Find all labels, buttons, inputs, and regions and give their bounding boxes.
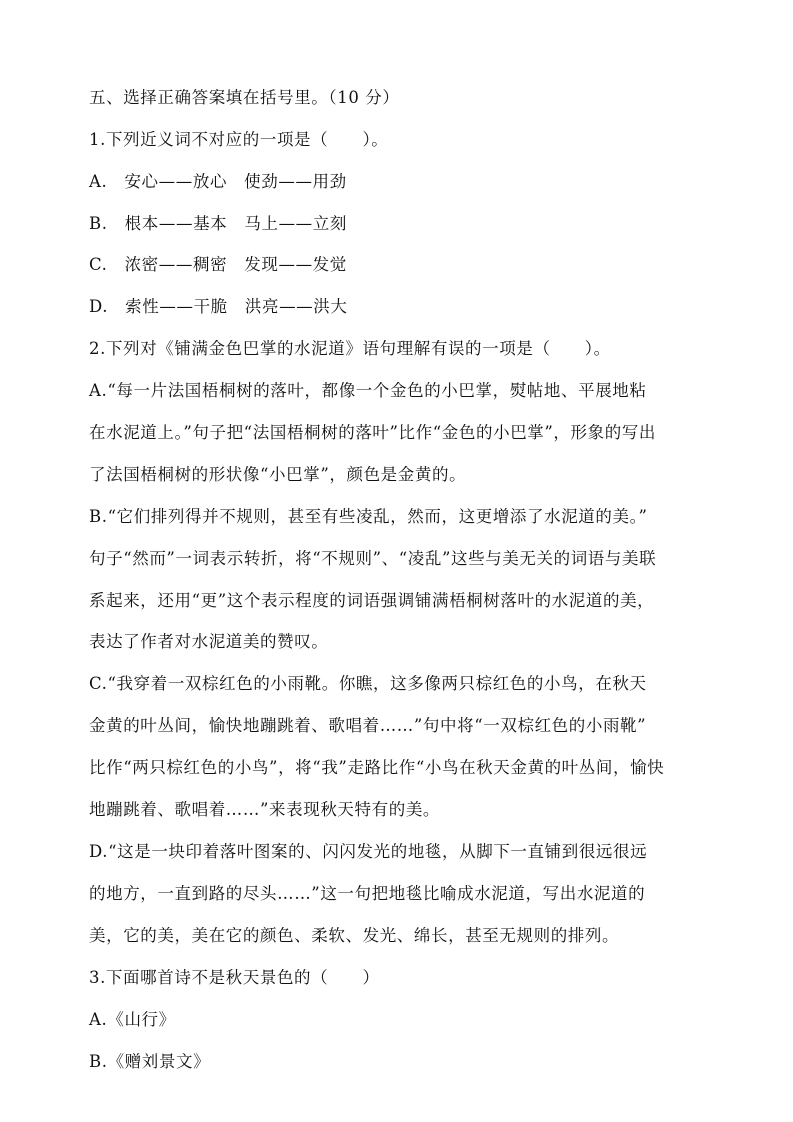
- question-1-option-a: A. 安心——放心 使劲——用劲: [89, 172, 347, 191]
- question-2-stem: 2.下列对《铺满金色巴掌的水泥道》语句理解有误的一项是（ ）。: [89, 339, 611, 358]
- question-2-option-b-line: 系起来，还用“更”这个表示程度的词语强调铺满梧桐树落叶的水泥道的美，: [89, 591, 655, 610]
- question-1-option-c: C. 浓密——稠密 发现——发觉: [89, 255, 347, 274]
- question-2-option-d-line: 的地方，一直到路的尽头……”这一句把地毯比喻成水泥道，写出水泥道的: [89, 884, 646, 903]
- question-2-option-c-line: 比作“两只棕红色的小鸟”，将“我”走路比作“小鸟在秋天金黄的叶丛间，愉快: [89, 758, 665, 777]
- question-2-option-b-line: 表达了作者对水泥道美的赞叹。: [89, 632, 329, 651]
- question-2-option-d-line: D.“这是一块印着落叶图案的、闪闪发光的地毯，从脚下一直铺到很远很远: [89, 842, 648, 861]
- question-3-option-b: B.《赠刘景文》: [89, 1052, 211, 1071]
- question-2-option-a-line: 在水泥道上。”句子把“法国梧桐树的落叶”比作“金色的小巴掌”，形象的写出: [89, 423, 657, 442]
- question-3-option-a: A.《山行》: [89, 1010, 176, 1029]
- question-2-option-c-line: 金黄的叶丛间，愉快地蹦跳着、歌唱着……”句中将“一双棕红色的小雨靴”: [89, 716, 647, 735]
- question-2-option-a-line: 了法国梧桐树的形状像“小巴掌”，颜色是金黄的。: [89, 465, 467, 484]
- question-1-option-d: D. 索性——干脆 洪亮——洪大: [89, 297, 348, 316]
- question-2-option-a-line: A.“每一片法国梧桐树的落叶，都像一个金色的小巴掌，熨帖地、平展地粘: [89, 381, 647, 400]
- question-1-option-b: B. 根本——基本 马上——立刻: [89, 214, 347, 233]
- question-2-option-d-line: 美，它的美，美在它的颜色、柔软、发光、绵长，甚至无规则的排列。: [89, 926, 620, 945]
- question-2-option-b-line: B.“它们排列得并不规则，甚至有些凌乱，然而，这更增添了水泥道的美。”: [89, 507, 648, 526]
- question-1-stem: 1.下列近义词不对应的一项是（ ）。: [89, 130, 389, 149]
- question-2-option-c-line: 地蹦跳着、歌唱着……”来表现秋天特有的美。: [89, 800, 441, 819]
- question-2-option-b-line: 句子“然而”一词表示转折，将“不规则”、“凌乱”这些与美无关的词语与美联: [89, 549, 657, 568]
- section-title: 五、选择正确答案填在括号里。（10 分）: [89, 88, 400, 107]
- question-2-option-c-line: C.“我穿着一双棕红色的小雨靴。你瞧，这多像两只棕红色的小鸟，在秋天: [89, 674, 647, 693]
- question-3-stem: 3.下面哪首诗不是秋天景色的（ ）: [89, 968, 380, 987]
